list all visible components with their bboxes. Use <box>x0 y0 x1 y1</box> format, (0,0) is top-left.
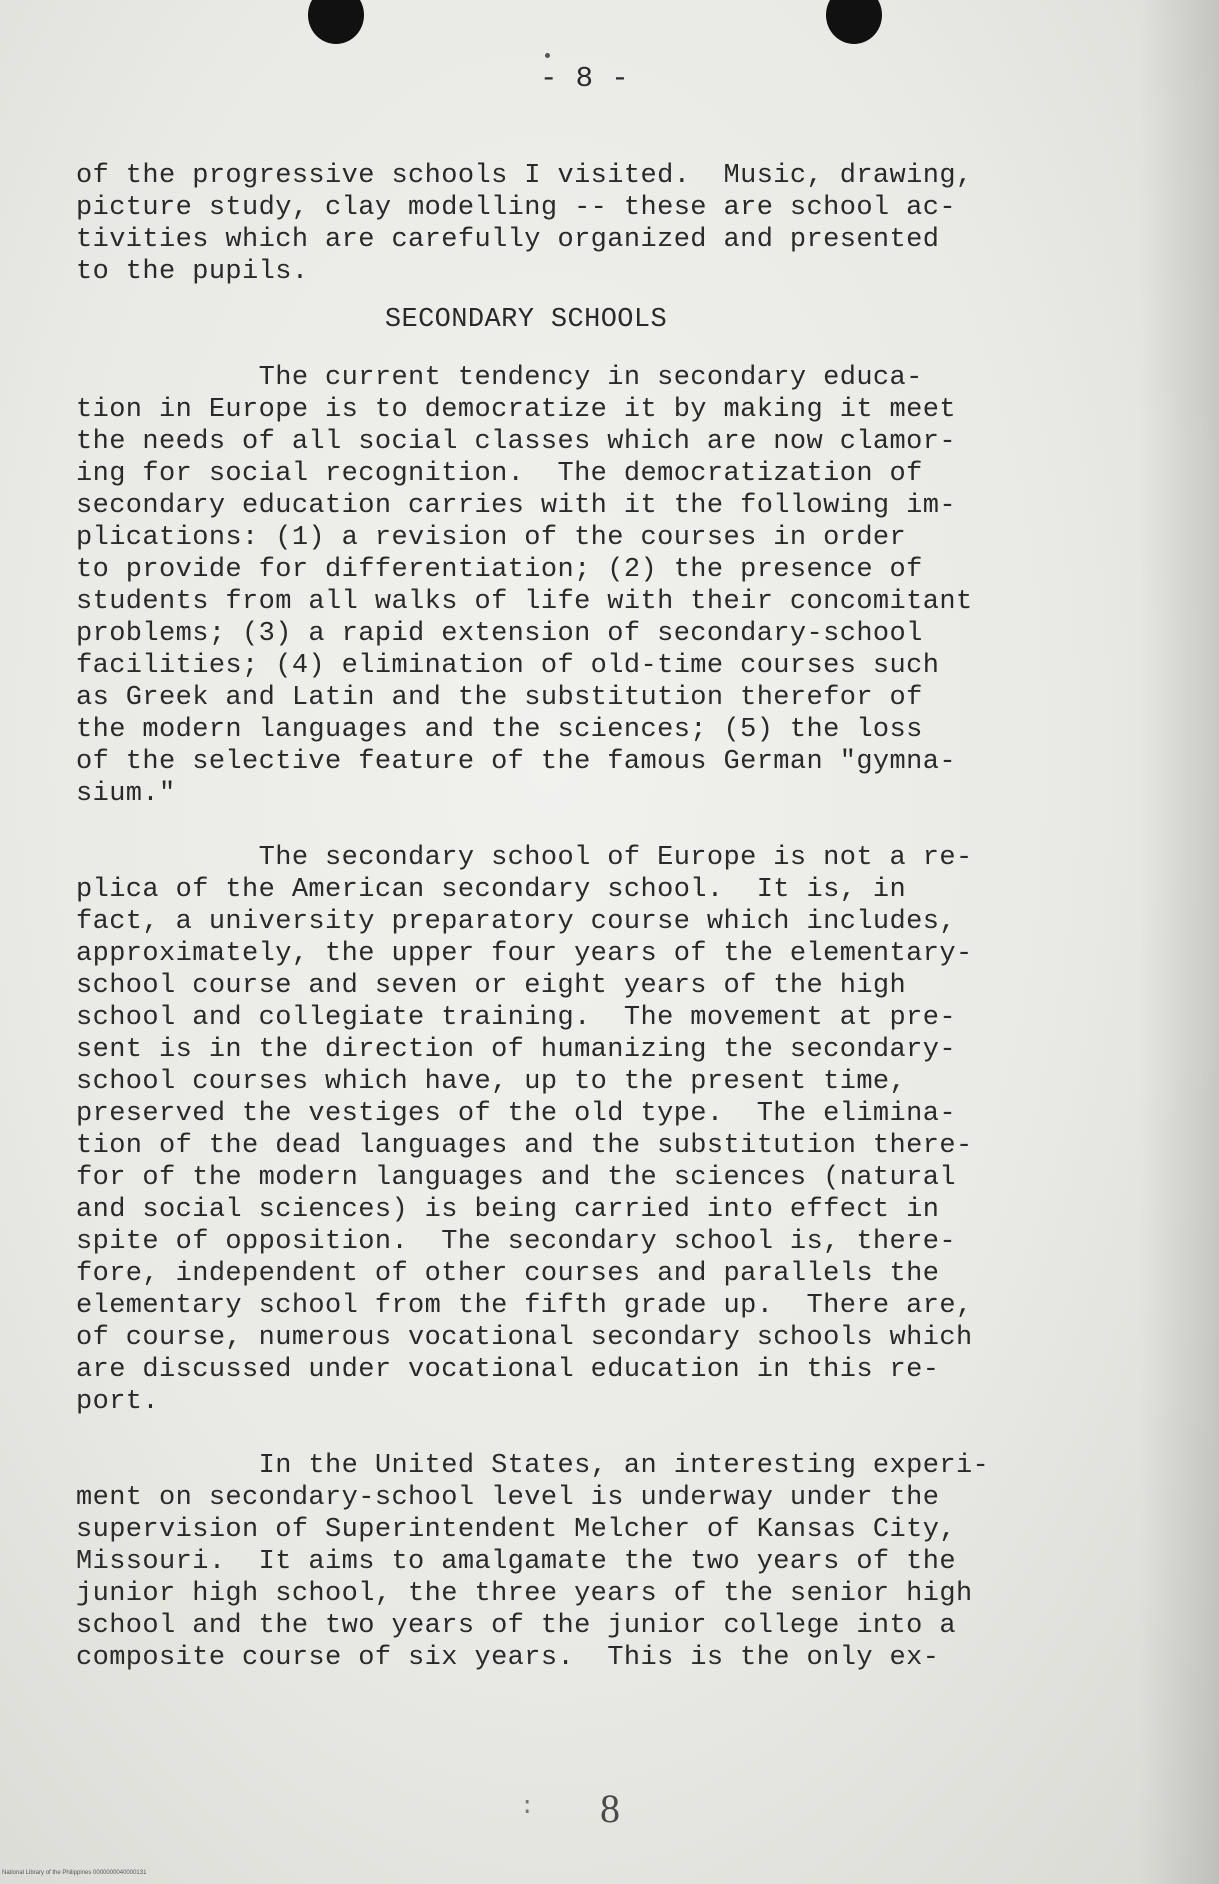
text-line: The secondary school of Europe is not a re- <box>76 843 973 873</box>
text-line: supervision of Superintendent Melcher of Kansas City, <box>76 1515 956 1545</box>
text-line: plications: (1) a revision of the courses in order <box>76 523 907 553</box>
document-body <box>76 160 1116 1674</box>
folio-number: 8 <box>600 1786 620 1831</box>
text-line: junior high school, the three years of the senior high <box>76 1579 973 1609</box>
text-line: fore, independent of other courses and parallels the <box>76 1259 940 1289</box>
text-line: fact, a university preparatory course which includes, <box>76 907 956 937</box>
text-line: students from all walks of life with their concomitant <box>76 587 973 617</box>
text-line: to provide for differentiation; (2) the presence of <box>76 555 923 585</box>
text-line: to the pupils. <box>76 257 309 287</box>
text-line: picture study, clay modelling -- these are school ac- <box>76 193 956 223</box>
text-line: as Greek and Latin and the substitution therefor of <box>76 683 923 713</box>
intro-paragraph <box>76 160 1116 288</box>
punch-hole-right <box>826 0 882 44</box>
paragraph-gap <box>76 1418 1116 1450</box>
text-line: composite course of six years. This is the only ex- <box>76 1643 940 1673</box>
text-line: spite of opposition. The secondary school is, there- <box>76 1227 956 1257</box>
text-line: of the progressive schools I visited. Music, drawing, <box>76 161 973 191</box>
page-number-header: - 8 - <box>540 62 630 95</box>
text-line: school course and seven or eight years of the high <box>76 971 907 1001</box>
text-line: sent is in the direction of humanizing the secondary- <box>76 1035 956 1065</box>
text-line: problems; (3) a rapid extension of secondary-school <box>76 619 923 649</box>
punch-hole-left <box>308 0 364 44</box>
text-line: Missouri. It aims to amalgamate the two years of the <box>76 1547 956 1577</box>
text-line: of the selective feature of the famous German "gymna- <box>76 747 956 777</box>
folio-marks: : <box>520 1794 535 1821</box>
text-line: plica of the American secondary school. It is, in <box>76 875 907 905</box>
text-line: secondary education carries with it the following im- <box>76 491 956 521</box>
ink-speck <box>545 53 550 58</box>
text-line: the modern languages and the sciences; (5) the loss <box>76 715 923 745</box>
text-line: port. <box>76 1387 160 1417</box>
text-line: school and the two years of the junior college into a <box>76 1611 956 1641</box>
text-line: for of the modern languages and the sciences (natural <box>76 1163 956 1193</box>
text-line: and social sciences) is being carried into effect in <box>76 1195 940 1225</box>
text-line: sium." <box>76 779 176 809</box>
text-line: preserved the vestiges of the old type. The elimina- <box>76 1099 956 1129</box>
text-line: approximately, the upper four years of the elementary- <box>76 939 973 969</box>
text-line: tion of the dead languages and the substitution there- <box>76 1131 973 1161</box>
archive-stamp: National Library of the Philippines 0000000040000131 <box>2 1870 147 1876</box>
text-line: facilities; (4) elimination of old-time courses such <box>76 651 940 681</box>
text-line: elementary school from the fifth grade up. There are, <box>76 1291 973 1321</box>
text-line: tion in Europe is to democratize it by making it meet <box>76 395 956 425</box>
paragraph-europe-secondary-school <box>76 842 1116 1418</box>
paragraph-united-states-experiment <box>76 1450 1116 1674</box>
text-line: of course, numerous vocational secondary schools which <box>76 1323 973 1353</box>
text-line: school courses which have, up to the present time, <box>76 1067 907 1097</box>
paragraph-gap <box>76 810 1116 842</box>
text-line: The current tendency in secondary educa- <box>76 363 923 393</box>
text-line: ing for social recognition. The democratization of <box>76 459 923 489</box>
text-line: In the United States, an interesting experi- <box>76 1451 990 1481</box>
text-line: are discussed under vocational education in this re- <box>76 1355 940 1385</box>
text-line: tivities which are carefully organized and presented <box>76 225 940 255</box>
text-line: school and collegiate training. The movement at pre- <box>76 1003 956 1033</box>
text-line: the needs of all social classes which are now clamor- <box>76 427 956 457</box>
text-line: ment on secondary-school level is underway under the <box>76 1483 940 1513</box>
paragraph-europe-tendency <box>76 362 1116 810</box>
section-heading: SECONDARY SCHOOLS <box>384 305 668 335</box>
